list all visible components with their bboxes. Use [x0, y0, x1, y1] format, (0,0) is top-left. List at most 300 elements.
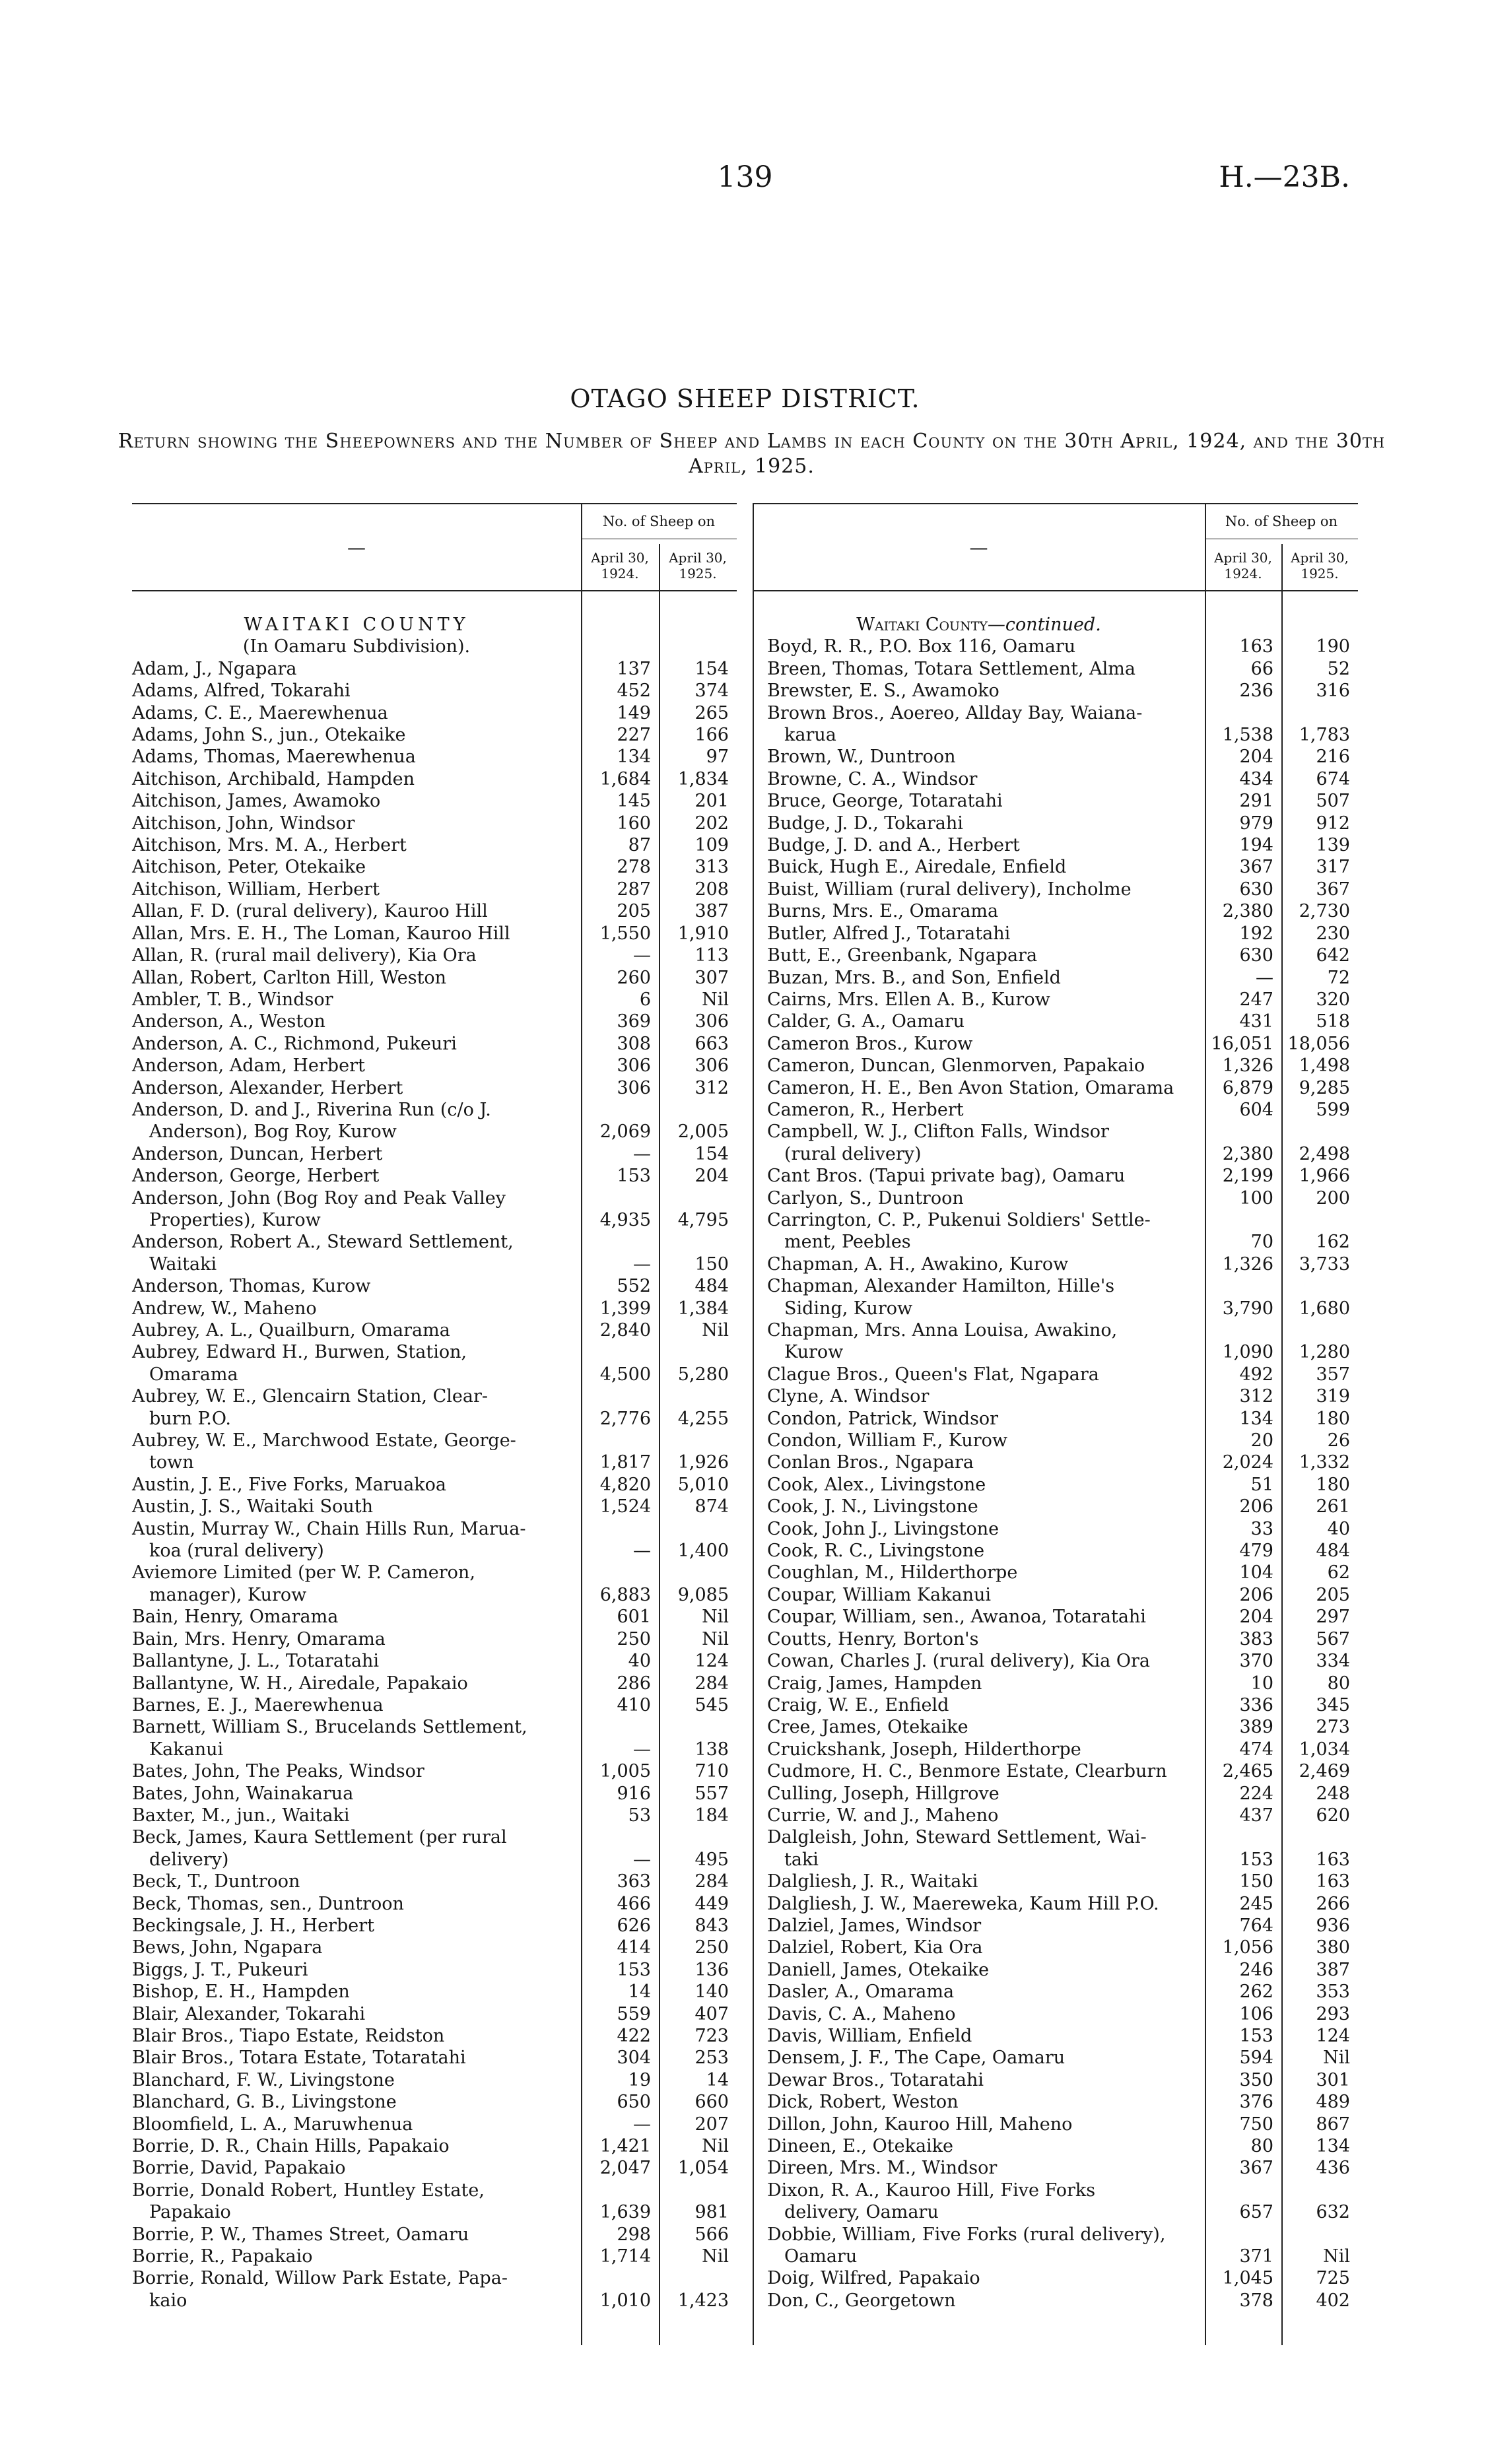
- sheep-count-1925: 674: [1316, 768, 1350, 789]
- sheep-count-1924: 750: [1239, 2114, 1273, 2135]
- owner-name-line: Dalziel, Robert, Kia Ora: [767, 1937, 983, 1958]
- sheep-count-1924: 604: [1239, 1099, 1273, 1120]
- sheep-count-1924: 66: [1250, 658, 1273, 679]
- table-row: [132, 702, 737, 724]
- table-row: [132, 945, 737, 966]
- table-row: [132, 1319, 737, 1341]
- owner-name: [132, 658, 581, 680]
- sheep-count-1925: 284: [694, 1673, 729, 1694]
- year-1924-line2: 1924.: [601, 566, 639, 582]
- owner-name: [753, 1871, 1205, 1892]
- table-row: [132, 1298, 737, 1319]
- table-row: [132, 1893, 737, 1915]
- owner-name-line: Anderson, D. and J., Riverina Run (c/o J.: [132, 1099, 491, 1120]
- sheep-count-1925: 297: [1316, 1607, 1350, 1628]
- year-1924-line1: April 30,: [1214, 550, 1272, 566]
- owner-name: [753, 702, 1205, 747]
- sheep-count-1925: 40: [1327, 1518, 1350, 1539]
- sheep-count-1924: 278: [617, 857, 651, 878]
- table-row: [753, 856, 1358, 878]
- owner-name-line: Cook, Alex., Livingstone: [767, 1474, 986, 1495]
- sheep-count-1925: 867: [1316, 2114, 1350, 2135]
- sheep-count-1924: 87: [628, 835, 651, 856]
- sheep-count-1925: 599: [1316, 1099, 1350, 1120]
- owner-name: [132, 680, 581, 702]
- sheep-count-1925: 1,384: [677, 1298, 729, 1319]
- sheep-count-1925: 250: [694, 1937, 729, 1958]
- sheep-count-1925: 284: [694, 1871, 729, 1892]
- table-row: [753, 1209, 1358, 1253]
- table-row: [753, 2069, 1358, 2091]
- table-row: [753, 1871, 1358, 1892]
- owner-name: [132, 2047, 581, 2069]
- owner-name-line: Aviemore Limited (per W. P. Cameron,: [132, 1562, 475, 1583]
- owner-name-line: Cameron, Duncan, Glenmorven, Papakaio: [767, 1055, 1145, 1077]
- owner-name-line: Burns, Mrs. E., Omarama: [767, 901, 999, 922]
- owner-name: [132, 879, 581, 900]
- sheep-count-1924: 16,051: [1211, 1033, 1273, 1054]
- owner-name-line: Anderson, A., Weston: [132, 1011, 325, 1032]
- sheep-count-1924: 10: [1250, 1673, 1273, 1694]
- sheep-count-1925: 202: [694, 813, 729, 834]
- owner-name: [753, 1783, 1205, 1805]
- sheep-count-1925: 139: [1316, 835, 1350, 856]
- county-heading: WAITAKI COUNTY: [244, 615, 469, 635]
- sheep-count-1924: 1,684: [599, 768, 651, 789]
- owner-name-line: Dineen, E., Otekaike: [767, 2136, 954, 2157]
- owner-name-line: Dalgliesh, J. W., Maereweka, Kaum Hill P.O.: [767, 1893, 1159, 1914]
- sheep-count-1924: 153: [617, 1166, 651, 1187]
- owner-name: [753, 680, 1205, 702]
- sheep-count-1925: 1,966: [1299, 1166, 1350, 1187]
- table-row: [753, 1739, 1358, 1760]
- sheep-count-1924: 367: [1239, 857, 1273, 878]
- owner-name: [753, 2267, 1205, 2289]
- table-row: [753, 1606, 1358, 1628]
- owner-name: [753, 900, 1205, 922]
- owner-name: [753, 2180, 1205, 2224]
- sheep-count-1925: 162: [1316, 1232, 1350, 1253]
- owner-name: [753, 1165, 1205, 1187]
- sheep-count-group-header: No. of Sheep on: [1205, 504, 1358, 539]
- sheep-count-1924: 437: [1239, 1805, 1273, 1826]
- sheep-count-1925: 273: [1316, 1717, 1350, 1738]
- table-row: [132, 746, 737, 768]
- owner-name-continuation: Siding, Kurow: [784, 1298, 913, 1319]
- owner-name: [132, 813, 581, 834]
- sheep-count-1924: 104: [1239, 1562, 1273, 1583]
- sheep-count-1925: 484: [1316, 1541, 1350, 1562]
- owner-name: [132, 1937, 581, 1958]
- sheep-count-1924: 376: [1239, 2092, 1273, 2113]
- sheep-count-1925: 710: [694, 1761, 729, 1782]
- owner-name-line: Anderson, George, Herbert: [132, 1166, 380, 1187]
- table-row: [132, 1826, 737, 1871]
- sheep-count-1924: 1,550: [599, 923, 651, 944]
- document-reference: H.—23B.: [1219, 160, 1350, 194]
- sheep-count-1925: 1,498: [1299, 1055, 1350, 1077]
- sheep-count-1925: 150: [694, 1253, 729, 1275]
- sheep-count-1925: Nil: [702, 2136, 729, 2157]
- continued-heading-suffix: —continued.: [987, 615, 1101, 635]
- owner-name: [753, 1540, 1205, 1562]
- sheep-count-1925: 124: [694, 1651, 729, 1672]
- table-row: [753, 1673, 1358, 1694]
- owner-name: [132, 945, 581, 966]
- owner-name-line: Aitchison, Peter, Otekaike: [132, 857, 366, 878]
- table-row: [132, 2180, 737, 2224]
- sheep-count-1924: 137: [617, 658, 651, 679]
- owner-name-line: Dobbie, William, Five Forks (rural delivery),: [767, 2224, 1166, 2245]
- owner-name: [753, 768, 1205, 790]
- owner-name-continuation: Kurow: [784, 1342, 844, 1363]
- table-row: [132, 1871, 737, 1892]
- sheep-count-1925: 2,498: [1299, 1143, 1350, 1164]
- table-row: [132, 834, 737, 856]
- table-row: [132, 1011, 737, 1032]
- owner-name: [753, 658, 1205, 680]
- owner-name-line: Calder, G. A., Oamaru: [767, 1011, 965, 1032]
- owner-name: [753, 1077, 1205, 1099]
- owner-name-line: Bews, John, Ngapara: [132, 1937, 323, 1958]
- sheep-count-1924: 236: [1239, 681, 1273, 702]
- owner-name-line: Conlan Bros., Ngapara: [767, 1452, 974, 1473]
- sheep-count-1925: 374: [694, 681, 729, 702]
- table-row: [132, 2114, 737, 2135]
- owner-name-continuation: (rural delivery): [784, 1143, 922, 1164]
- table-row: [753, 989, 1358, 1011]
- owner-name-line: Cowan, Charles J. (rural delivery), Kia Ora: [767, 1651, 1150, 1672]
- owner-name-line: Blair Bros., Totara Estate, Totaratahi: [132, 2048, 466, 2069]
- owner-name-line: Adams, Alfred, Tokarahi: [132, 681, 351, 702]
- sheep-count-1924: 474: [1239, 1739, 1273, 1760]
- owner-name-continuation: Oamaru: [784, 2246, 858, 2267]
- sheep-count-1924: 370: [1239, 1651, 1273, 1672]
- year-1924-line1: April 30,: [591, 550, 649, 566]
- table-row: [132, 1143, 737, 1165]
- owner-name: [753, 2091, 1205, 2113]
- owner-name: [753, 2114, 1205, 2135]
- sheep-count-1924: 1,010: [599, 2290, 651, 2311]
- sheep-count-1925: 518: [1316, 1011, 1350, 1032]
- sheep-count-1925: 1,054: [677, 2158, 729, 2179]
- sheep-count-1924: 160: [617, 813, 651, 834]
- owner-name: [753, 2157, 1205, 2179]
- owner-name: [753, 1628, 1205, 1650]
- table-row: [753, 1694, 1358, 1716]
- table-row: [753, 2290, 1358, 2312]
- sheep-count-1924: 552: [617, 1276, 651, 1297]
- sheep-count-1925: 190: [1316, 636, 1350, 657]
- owner-name: [753, 1408, 1205, 1430]
- table-row: [753, 1981, 1358, 2003]
- sheep-count-1925: 97: [706, 747, 729, 768]
- table-row: [132, 1099, 737, 1143]
- owner-name: [753, 1805, 1205, 1826]
- sheep-count-1924: 245: [1239, 1893, 1273, 1914]
- sheep-count-1925: 180: [1316, 1474, 1350, 1495]
- owner-name: [132, 1716, 581, 1760]
- owner-name: [132, 1011, 581, 1032]
- sheep-count-1924: 134: [617, 747, 651, 768]
- sheep-count-1925: 495: [694, 1849, 729, 1870]
- owner-name-continuation: town: [149, 1452, 194, 1473]
- sheep-count-1924: 262: [1239, 1981, 1273, 2003]
- sheep-count-1925: 1,910: [677, 923, 729, 944]
- sheep-count-1925: 14: [706, 2069, 729, 2090]
- sheep-count-1924: 2,024: [1222, 1452, 1273, 1473]
- owner-name: [132, 1231, 581, 1275]
- table-row: [753, 1826, 1358, 1871]
- sheep-count-1925: 449: [694, 1893, 729, 1914]
- sheep-count-1924: 205: [617, 901, 651, 922]
- table-row: [753, 1187, 1358, 1209]
- sheep-count-1925: 660: [694, 2092, 729, 2113]
- sheep-count-1925: 489: [1316, 2092, 1350, 2113]
- table-row: [753, 768, 1358, 790]
- owner-name-line: Barnes, E. J., Maerewhenua: [132, 1694, 384, 1715]
- table-row: [132, 2157, 737, 2179]
- owner-name: [753, 1011, 1205, 1032]
- sheep-count-1925: 261: [1316, 1496, 1350, 1517]
- sheep-count-1925: 136: [694, 1959, 729, 1980]
- owner-name: [132, 1562, 581, 1606]
- owner-name: [132, 1165, 581, 1187]
- sheep-count-1925: 80: [1327, 1673, 1350, 1694]
- table-row: [132, 1562, 737, 1606]
- owner-name: [132, 834, 581, 856]
- sheep-count-1924: 53: [628, 1805, 651, 1826]
- subdivision-heading: (In Oamaru Subdivision).: [242, 636, 471, 657]
- owner-name-line: Cook, John J., Livingstone: [767, 1518, 999, 1539]
- owner-name: [132, 1033, 581, 1055]
- sheep-count-1925: 204: [694, 1166, 729, 1187]
- sheep-count-1924: 304: [617, 2048, 651, 2069]
- table-row: [132, 1915, 737, 1937]
- table-row: [753, 2267, 1358, 2289]
- owner-name: [132, 1099, 581, 1143]
- sheep-count-1924: 80: [1250, 2136, 1273, 2157]
- sheep-count-1924: 2,776: [599, 1408, 651, 1429]
- owner-name-line: Ballantyne, W. H., Airedale, Papakaio: [132, 1673, 468, 1694]
- sheep-count-1924: 626: [617, 1915, 651, 1936]
- owner-name-line: Cook, J. N., Livingstone: [767, 1496, 978, 1517]
- table-row: [132, 1937, 737, 1958]
- year-1925-line2: 1925.: [1301, 566, 1339, 582]
- sheep-count-1924: 2,380: [1222, 901, 1273, 922]
- sheep-count-1925: 317: [1316, 857, 1350, 878]
- owner-name: [132, 1385, 581, 1430]
- sheep-count-1924: 1,090: [1222, 1342, 1273, 1363]
- owner-name-continuation: kaio: [149, 2290, 187, 2311]
- table-row: [753, 2180, 1358, 2224]
- sheep-count-1924: 1,399: [599, 1298, 651, 1319]
- owner-name: [132, 1826, 581, 1871]
- sheep-count-1924: 630: [1239, 945, 1273, 966]
- owner-name-line: Aubrey, W. E., Marchwood Estate, George-: [132, 1430, 516, 1451]
- sheep-count-1925: 205: [1316, 1584, 1350, 1605]
- owner-name: [753, 813, 1205, 834]
- owner-name: [753, 1364, 1205, 1385]
- table-row: [132, 1474, 737, 1496]
- sheep-count-1924: 194: [1239, 835, 1273, 856]
- sheep-count-1924: 916: [617, 1783, 651, 1804]
- sheep-count-1924: 383: [1239, 1628, 1273, 1649]
- owner-name: [753, 1496, 1205, 1517]
- owner-name: [132, 1187, 581, 1232]
- owner-name: [132, 989, 581, 1011]
- owner-name-line: Direen, Mrs. M., Windsor: [767, 2158, 998, 2179]
- owner-name-line: Cree, James, Otekaike: [767, 1717, 968, 1738]
- owner-name: [132, 1694, 581, 1716]
- sheep-count-1925: 912: [1316, 813, 1350, 834]
- owner-name: [753, 1474, 1205, 1496]
- table-row: [132, 1959, 737, 1981]
- table-row: [753, 967, 1358, 989]
- table-row: [132, 1430, 737, 1474]
- owner-name-line: Aitchison, Archibald, Hampden: [132, 768, 415, 789]
- table-row: [753, 1385, 1358, 1407]
- owner-name: [753, 989, 1205, 1011]
- sheep-count-1924: 6: [639, 989, 651, 1010]
- sheep-count-1925: 52: [1327, 658, 1350, 679]
- table-row: [132, 2069, 737, 2091]
- owner-name: [132, 1298, 581, 1319]
- owner-name-line: Bishop, E. H., Hampden: [132, 1981, 350, 2003]
- owner-name-line: Adams, Thomas, Maerewhenua: [132, 747, 416, 768]
- owner-name-line: Davis, William, Enfield: [767, 2026, 972, 2046]
- year-1925-header: [1281, 544, 1358, 587]
- sheep-count-1924: 6,879: [1222, 1077, 1273, 1098]
- sheep-count-1924: 371: [1239, 2246, 1273, 2267]
- sheep-count-1925: 1,400: [677, 1541, 729, 1562]
- owner-name: [132, 1673, 581, 1694]
- table-row: [753, 1011, 1358, 1032]
- table-row: [132, 1033, 737, 1055]
- table-row: [132, 900, 737, 922]
- page-number: 139: [717, 160, 773, 194]
- sheep-count-1925: 163: [1316, 1849, 1350, 1870]
- page-subtitle: Return showing the Sheepowners and the Number of Sheep and Lambs in each County on the 30th April, 1924, and the 30th April, 1925.: [118, 430, 1386, 478]
- sheep-count-1924: 1,524: [599, 1496, 651, 1517]
- table-row: [753, 1562, 1358, 1583]
- sheep-count-1925: 874: [694, 1496, 729, 1517]
- owner-name-continuation: Papakaio: [149, 2202, 231, 2223]
- table-row: [753, 1496, 1358, 1517]
- table-row: [753, 1518, 1358, 1540]
- owner-name-line: Cameron, R., Herbert: [767, 1099, 964, 1120]
- owner-name-line: Baxter, M., jun., Waitaki: [132, 1805, 350, 1826]
- owner-name: [132, 702, 581, 724]
- sheep-count-1924: 206: [1239, 1584, 1273, 1605]
- sheep-count-1924: —: [633, 1253, 651, 1275]
- table-row: [132, 989, 737, 1011]
- sheep-count-1924: 1,639: [599, 2202, 651, 2223]
- owner-name-line: Biggs, J. T., Pukeuri: [132, 1959, 308, 1980]
- sheep-count-1925: 353: [1316, 1981, 1350, 2003]
- owner-name-line: Ambler, T. B., Windsor: [132, 989, 333, 1010]
- sheep-count-1924: 163: [1239, 636, 1273, 657]
- sheep-count-1925: 507: [1316, 791, 1350, 812]
- owner-name-line: Aitchison, James, Awamoko: [132, 791, 381, 812]
- owner-name-line: Chapman, Mrs. Anna Louisa, Awakino,: [767, 1320, 1118, 1341]
- owner-name-line: Don, C., Georgetown: [767, 2290, 956, 2311]
- owner-name-line: Borrie, D. R., Chain Hills, Papakaio: [132, 2136, 450, 2157]
- table-row: [132, 1716, 737, 1760]
- sheep-count-1925: Nil: [1323, 2048, 1350, 2069]
- owner-name: [132, 724, 581, 746]
- table-row: [753, 2025, 1358, 2047]
- owner-name: [132, 1981, 581, 2003]
- sheep-count-1925: 557: [694, 1783, 729, 1804]
- sheep-count-1925: 545: [694, 1694, 729, 1715]
- table-row: [132, 768, 737, 790]
- sheep-count-1924: 422: [617, 2026, 651, 2046]
- owner-name-line: Beckingsale, J. H., Herbert: [132, 1915, 374, 1936]
- sheep-count-1924: 764: [1239, 1915, 1273, 1936]
- owner-name-line: Adam, J., Ngapara: [132, 658, 297, 679]
- owner-name-line: Davis, C. A., Maheno: [767, 2003, 956, 2024]
- sheep-count-1924: 287: [617, 879, 651, 900]
- table-row: [753, 790, 1358, 812]
- table-row: [753, 2157, 1358, 2179]
- owner-name-line: Borrie, David, Papakaio: [132, 2158, 346, 2179]
- owner-name: [753, 1187, 1205, 1209]
- owner-name-continuation: ment, Peebles: [784, 1232, 911, 1253]
- right-table-body: [753, 590, 1358, 2345]
- owner-name-line: Brewster, E. S., Awamoko: [767, 681, 999, 702]
- sheep-count-1924: 204: [1239, 1607, 1273, 1628]
- sheep-count-1925: 1,834: [677, 768, 729, 789]
- owner-name: [132, 768, 581, 790]
- table-row: [132, 1694, 737, 1716]
- table-row: [753, 1959, 1358, 1981]
- owner-name-continuation: Anderson), Bog Roy, Kurow: [149, 1121, 397, 1143]
- continued-heading-row: [753, 614, 1358, 636]
- sheep-count-1924: —: [633, 1849, 651, 1870]
- owner-name-line: Densem, J. F., The Cape, Oamaru: [767, 2048, 1066, 2069]
- sheep-count-1925: 642: [1316, 945, 1350, 966]
- owner-name-continuation: Properties), Kurow: [149, 1209, 321, 1230]
- sheep-count-1925: 62: [1327, 1562, 1350, 1583]
- sheep-count-1924: 492: [1239, 1364, 1273, 1385]
- sheep-count-1924: 19: [628, 2069, 651, 2090]
- owner-name-line: Coutts, Henry, Borton's: [767, 1628, 979, 1649]
- sheep-count-1924: 153: [1239, 1849, 1273, 1870]
- table-row: [132, 1187, 737, 1232]
- sheep-count-1925: 2,730: [1299, 901, 1350, 922]
- owner-name-line: Brown Bros., Aoereo, Allday Bay, Waiana-: [767, 702, 1143, 723]
- table-row: [753, 2224, 1358, 2268]
- sheep-count-1925: 357: [1316, 1364, 1350, 1385]
- owner-name: [753, 2224, 1205, 2268]
- sheep-count-1924: —: [633, 945, 651, 966]
- sheep-count-1925: 5,280: [677, 1364, 729, 1385]
- owner-name: [753, 2290, 1205, 2312]
- sheep-count-1925: 312: [694, 1077, 729, 1098]
- owner-name-continuation: delivery, Oamaru: [784, 2202, 939, 2223]
- owner-name-line: Bates, John, Wainakarua: [132, 1783, 354, 1804]
- owner-name-line: Carlyon, S., Duntroon: [767, 1187, 964, 1209]
- sheep-count-1925: 1,280: [1299, 1342, 1350, 1363]
- year-1925-line1: April 30,: [669, 550, 727, 566]
- sheep-count-1924: 601: [617, 1607, 651, 1628]
- owner-name-line: Dillon, John, Kauroo Hill, Maheno: [767, 2114, 1073, 2135]
- sheep-count-1925: 436: [1316, 2158, 1350, 2179]
- table-row: [132, 1805, 737, 1826]
- owner-name-line: Anderson, A. C., Richmond, Pukeuri: [132, 1033, 457, 1054]
- sheep-count-1925: 620: [1316, 1805, 1350, 1826]
